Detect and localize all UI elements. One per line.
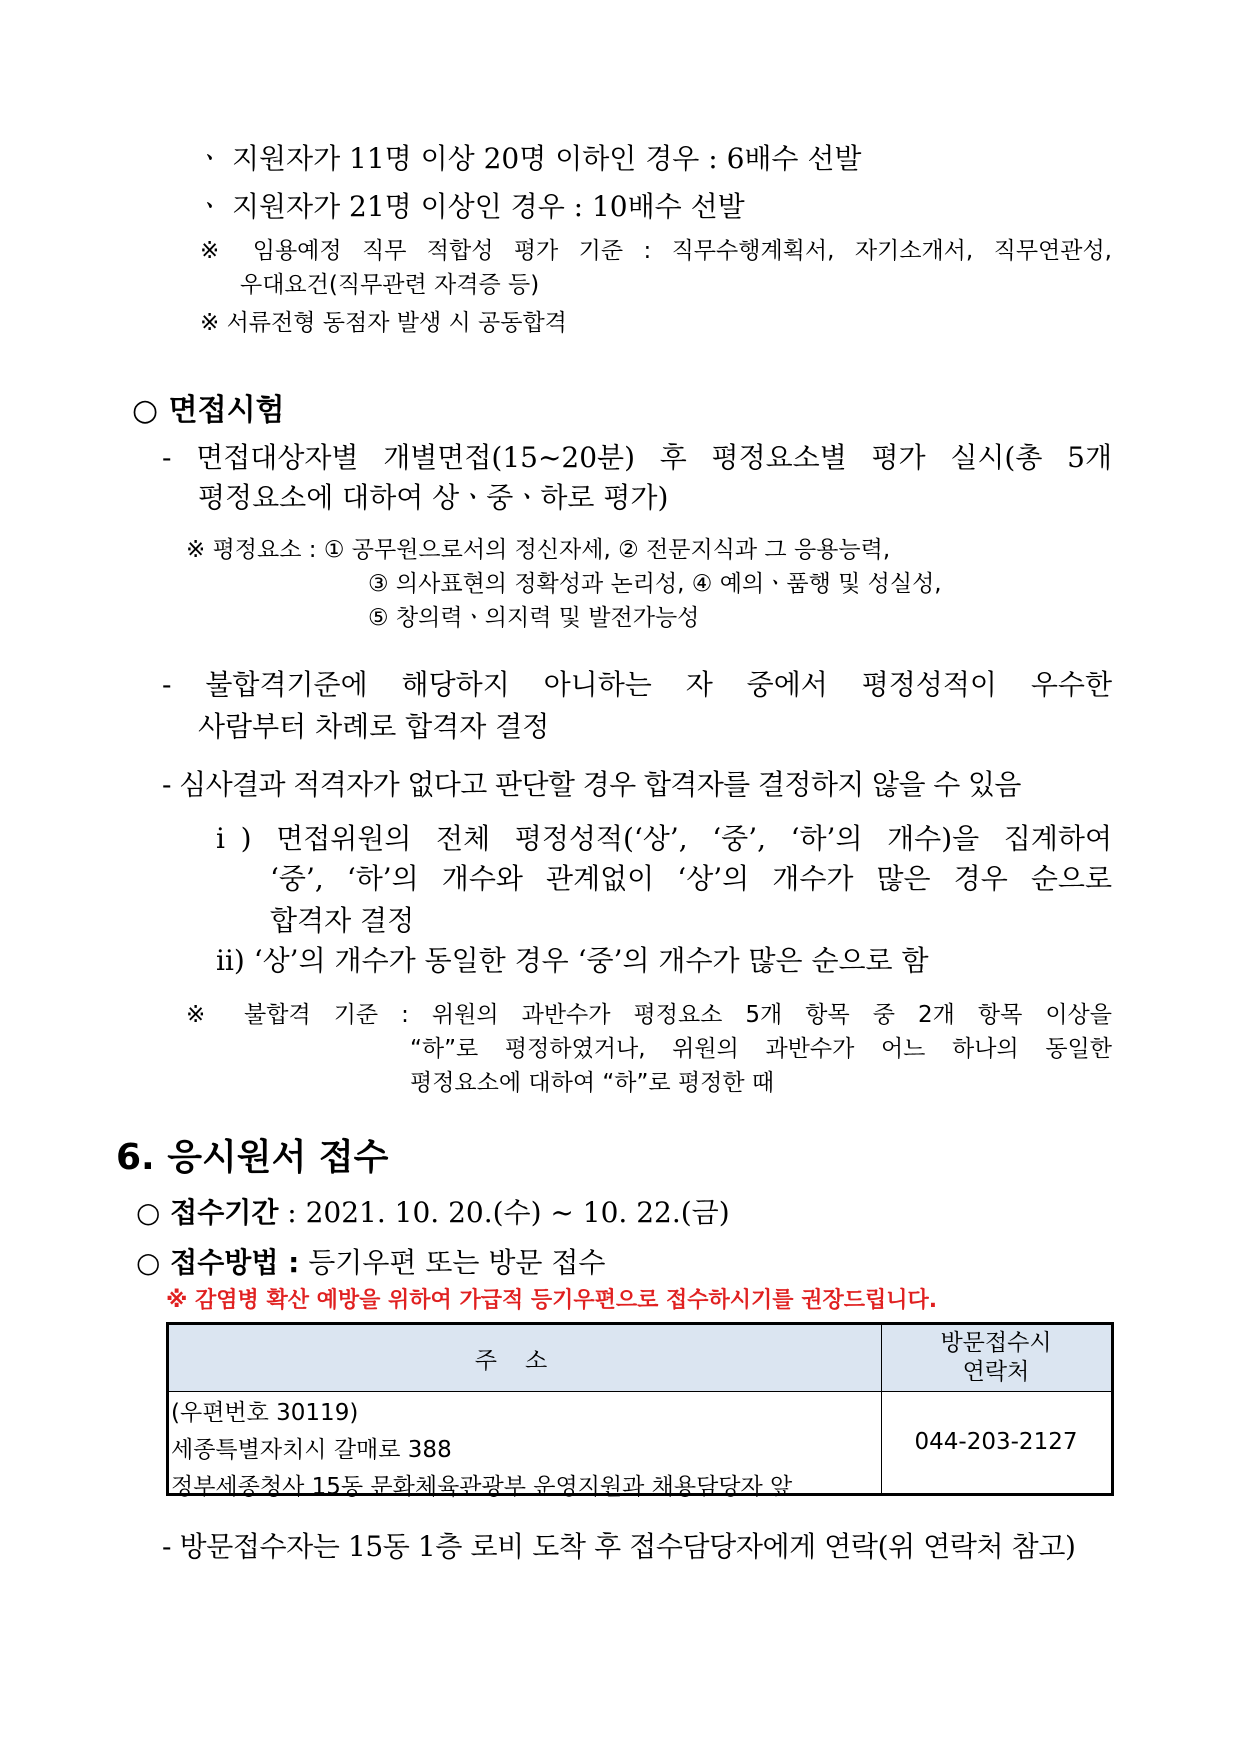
address-postal-code: (우편번호 30119) <box>171 1400 359 1426</box>
pass-criteria-line1: - 불합격기준에 해당하지 아니하는 자 중에서 평정성적이 우수한 <box>162 668 1112 701</box>
application-period-value: : 2021. 10. 20.(수) ~ 10. 22.(금) <box>278 1196 730 1229</box>
elements-line2: ③ 의사표현의 정확성과 논리성, ④ 예의ㆍ품행 및 성실성, <box>368 571 942 597</box>
rule-i-line1: ⅰ) 면접위원의 전체 평정성적(‘상’, ‘중’, ‘하’의 개수)을 집계하여 <box>216 822 1112 855</box>
fail-criteria-line3: 평정요소에 대하여 “하”로 평정한 때 <box>410 1070 775 1096</box>
bullet-10x-selection: ㆍ 지원자가 21명 이상인 경우 : 10배수 선발 <box>196 190 745 223</box>
address-cell <box>171 1395 792 1506</box>
rule-ii: ⅱ) ‘상’의 개수가 동일한 경우 ‘중’의 개수가 많은 순으로 함 <box>216 944 929 977</box>
contact-phone: 044-203-2127 <box>914 1429 1078 1455</box>
tie-note: ※ 서류전형 동점자 발생 시 공동합격 <box>200 310 567 336</box>
application-method <box>136 1246 605 1280</box>
application-period <box>136 1196 730 1230</box>
bullet-6x-selection: ㆍ 지원자가 11명 이상 20명 이하인 경우 : 6배수 선발 <box>196 142 862 175</box>
application-method-label: ○ 접수방법 : <box>136 1246 300 1279</box>
header-contact-line1: 방문접수시 <box>940 1330 1052 1357</box>
application-period-label: ○ 접수기간 <box>136 1196 279 1229</box>
application-method-value: 등기우편 또는 방문 접수 <box>299 1246 606 1279</box>
criteria-note-line2: 우대요건(직무관련 자격증 등) <box>240 272 540 298</box>
interview-desc-line2: 평정요소에 대하여 상ㆍ중ㆍ하로 평가) <box>198 481 669 514</box>
interview-desc-line1: - 면접대상자별 개별면접(15~20분) 후 평정요소별 평가 실시(총 5개 <box>162 441 1112 474</box>
rule-i-line2: ‘중’, ‘하’의 개수와 관계없이 ‘상’의 개수가 많은 경우 순으로 <box>270 862 1112 895</box>
address-street: 세종특별자치시 갈매로 388 <box>171 1437 452 1463</box>
interview-heading: ○ 면접시험 <box>132 393 285 428</box>
elements-line3: ⑤ 창의력ㆍ의지력 및 발전가능성 <box>368 605 700 631</box>
header-contact-line2: 연락처 <box>962 1359 1030 1385</box>
rule-i-line3: 합격자 결정 <box>270 904 415 937</box>
criteria-note-line1: ※ 임용예정 직무 적합성 평가 기준 : 직무수행계획서, 자기소개서, 직무연관성, <box>200 238 1112 264</box>
section-6-title: 6. 응시원서 접수 <box>116 1137 389 1178</box>
fail-criteria-line1: ※ 불합격 기준 : 위원의 과반수가 평정요소 5개 항목 중 2개 항목 이상을 <box>186 1002 1112 1028</box>
pass-criteria-line2: 사람부터 차례로 합격자 결정 <box>198 710 550 743</box>
fail-criteria-line2: “하”로 평정하였거나, 위원의 과반수가 어느 하나의 동일한 <box>410 1036 1112 1062</box>
address-table <box>166 1322 1114 1500</box>
address-building: 정부세종청사 15동 문화체육관광부 운영지원과 채용담당자 앞 <box>171 1474 793 1500</box>
header-address: 주소 <box>474 1347 576 1374</box>
no-qualified-note: - 심사결과 적격자가 없다고 판단할 경우 합격자를 결정하지 않을 수 있음 <box>162 768 1021 801</box>
infection-notice: ※ 감염병 확산 예방을 위하여 가급적 등기우편으로 접수하시기를 권장드립니다. <box>166 1288 938 1313</box>
elements-line1: ※ 평정요소 : ① 공무원으로서의 정신자세, ② 전문지식과 그 응용능력, <box>186 537 891 563</box>
header-contact <box>881 1325 1111 1391</box>
visit-instruction: - 방문접수자는 15동 1층 로비 도착 후 접수담당자에게 연락(위 연락처 참고) <box>162 1530 1076 1563</box>
